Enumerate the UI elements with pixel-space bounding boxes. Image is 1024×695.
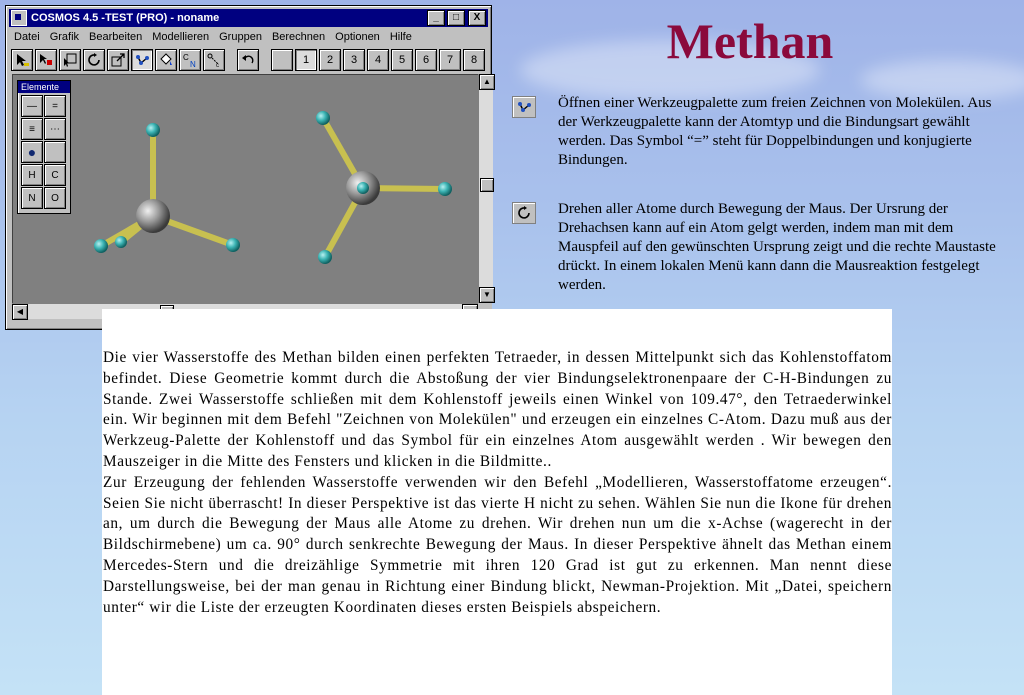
menu-datei[interactable]: Datei	[14, 31, 40, 43]
close-button[interactable]: X	[468, 10, 486, 26]
oxygen-button[interactable]: O	[44, 187, 66, 209]
elements-palette	[17, 80, 71, 214]
menu-berechnen[interactable]: Berechnen	[271, 31, 326, 43]
rotate-icon	[86, 52, 102, 68]
app-icon[interactable]	[11, 10, 27, 26]
window-title: COSMOS 4.5 -TEST (PRO) - noname	[31, 12, 220, 24]
pointer-icon	[14, 52, 30, 68]
menu-optionen[interactable]: Optionen	[335, 31, 380, 43]
dotted-bond-button[interactable]: ⋯	[44, 118, 66, 140]
draw-molecule-icon	[134, 52, 150, 68]
menu-modellieren[interactable]: Modellieren	[152, 31, 210, 43]
vertical-scroll-thumb[interactable]	[480, 178, 494, 192]
menu-gruppen[interactable]: Gruppen	[219, 31, 262, 43]
paragraph-2: Zur Erzeugung der fehlenden Wasserstoffe verwenden wir den Befehl „Modellieren, Wasserstoffatome erzeugen“. Seien Sie nicht überrascht! In dieser Perspektive ist das vierte H nicht zu sehen. Wählen Sie nun die Ikone für drehen an, um durch die Bewegung der Maus alle Atome zu drehen. Wir drehen nun um die x-Achse (wagerecht in der Bildschirmebene) um ca. 90° durch senkrechte Bewegung der Maus. In dieser Perspektive ähnelt das Methan einem Mercedes-Stern und die dreizählige Symmetrie mit ihren 120 Grad ist gut zu erkennen. Man nennt diese Darstellungsweise, bei der man genau in Richtung einer Bindung blickt, Newman-Projektion. Mit „Datei, speichern unter“ wir die Liste der erzeugten Koordinaten dieses ersten Beispiels abspeichern.	[103, 473, 892, 616]
pointer-tool[interactable]	[11, 49, 33, 71]
cosmos-window	[5, 5, 492, 330]
measure-icon	[206, 52, 222, 68]
rotate-tool[interactable]	[83, 49, 105, 71]
single-atom-button[interactable]: ●	[21, 141, 43, 163]
paint-tool[interactable]	[155, 49, 177, 71]
view-button-7[interactable]: 7	[439, 49, 461, 71]
view-button-1[interactable]: 1	[295, 49, 317, 71]
triple-bond-button[interactable]: ≡	[21, 118, 43, 140]
double-bond-button[interactable]: =	[44, 95, 66, 117]
view-button-3[interactable]: 3	[343, 49, 365, 71]
box-select-tool[interactable]	[59, 49, 81, 71]
view-button-4[interactable]: 4	[367, 49, 389, 71]
view-button-2[interactable]: 2	[319, 49, 341, 71]
select-icon	[38, 52, 54, 68]
title-bar[interactable]	[9, 9, 488, 27]
draw-molecule-tool[interactable]	[131, 49, 153, 71]
methane-tetrahedral-view	[94, 123, 240, 253]
scroll-up-button[interactable]: ▲	[479, 74, 495, 90]
nitrogen-button[interactable]: N	[21, 187, 43, 209]
zoom-tool[interactable]	[107, 49, 129, 71]
palette-empty-cell[interactable]	[44, 141, 66, 163]
menu-grafik[interactable]: Grafik	[49, 31, 80, 43]
paragraph-1: Die vier Wasserstoffe des Methan bilden einen perfekten Tetraeder, in dessen Mittelpunkt sich das Kohlenstoffatom befindet. Diese Geometrie kommt durch die Abstoßung der vier Bindungselektronenpaare der C-H-Bindungen zu Stande. Zwei Wasserstoffe schließen mit dem Kohlenstoff jeweils einen Winkel von 109.47°, den Tetraederwinkel ein. Wir beginnen mit dem Befehl "Zeichnen von Molekülen" und erzeugen ein einzelnes C-Atom. Dazu muß aus der Werkzeug-Palette der Kohlenstoff und das Symbol für ein einzelnes Atom ausgewählt werden . Wir bewegen den Mauszeiger in die Mitte des Fensters und klicken in die Bildmitte..	[103, 349, 892, 470]
methane-newman-view	[316, 111, 452, 264]
carbon-nitrogen-icon	[182, 52, 198, 68]
undo-tool[interactable]	[237, 49, 259, 71]
page-title: Methan	[666, 13, 834, 69]
palette-title[interactable]: Elemente	[18, 81, 70, 93]
toolbar	[9, 47, 488, 73]
measure-tool[interactable]	[203, 49, 225, 71]
scroll-left-button[interactable]: ◀	[12, 304, 28, 320]
hydrogen-button[interactable]: H	[21, 164, 43, 186]
view-button-6[interactable]: 6	[415, 49, 437, 71]
explanation-panel	[102, 309, 892, 695]
paint-bucket-icon	[158, 52, 174, 68]
svg-text:N: N	[190, 60, 196, 68]
svg-text:C: C	[183, 53, 189, 62]
maximize-button[interactable]: □	[447, 10, 465, 26]
menu-hilfe[interactable]: Hilfe	[389, 31, 412, 43]
resize-icon	[110, 52, 126, 68]
svg-text:c: c	[216, 63, 219, 68]
carbon-button[interactable]: C	[44, 164, 66, 186]
view-button-1[interactable]	[271, 49, 293, 71]
molecule-canvas[interactable]	[12, 74, 480, 305]
vertical-scrollbar[interactable]	[478, 74, 493, 303]
box-select-icon	[62, 52, 78, 68]
molecule-view	[13, 75, 479, 304]
menu-bar	[9, 28, 488, 46]
select-tool[interactable]	[35, 49, 57, 71]
feature-description: Öffnen einer Werkzeugpalette zum freien Zeichnen von Molekülen. Aus der Werkzeugpalette kann der Atomtyp und die Bindungsart gewählt werden. Das Symbol “=” steht für Doppelbindungen und konjugierte Bindungen.	[558, 95, 992, 168]
feature-description: Drehen aller Atome durch Bewegung der Maus. Der Ursrung der Drehachsen kann auf ein Atom gelgt werden, indem man mit dem Mauspfeil auf den gewünschten Ursprung zeigt und die rechte Maustaste drückt. In einem lokalen Menü kann dann die Mausreaktion festgelegt werden.	[558, 201, 996, 293]
view-button-8[interactable]: 8	[463, 49, 485, 71]
menu-bearbeiten[interactable]: Bearbeiten	[89, 31, 143, 43]
minimize-button[interactable]: _	[427, 10, 445, 26]
element-tool[interactable]	[179, 49, 201, 71]
draw-molecule-icon	[512, 96, 536, 118]
undo-icon	[240, 52, 256, 68]
single-bond-button[interactable]: —	[21, 95, 43, 117]
rotate-icon	[512, 202, 536, 224]
scroll-down-button[interactable]: ▼	[479, 287, 495, 303]
view-button-5[interactable]: 5	[391, 49, 413, 71]
